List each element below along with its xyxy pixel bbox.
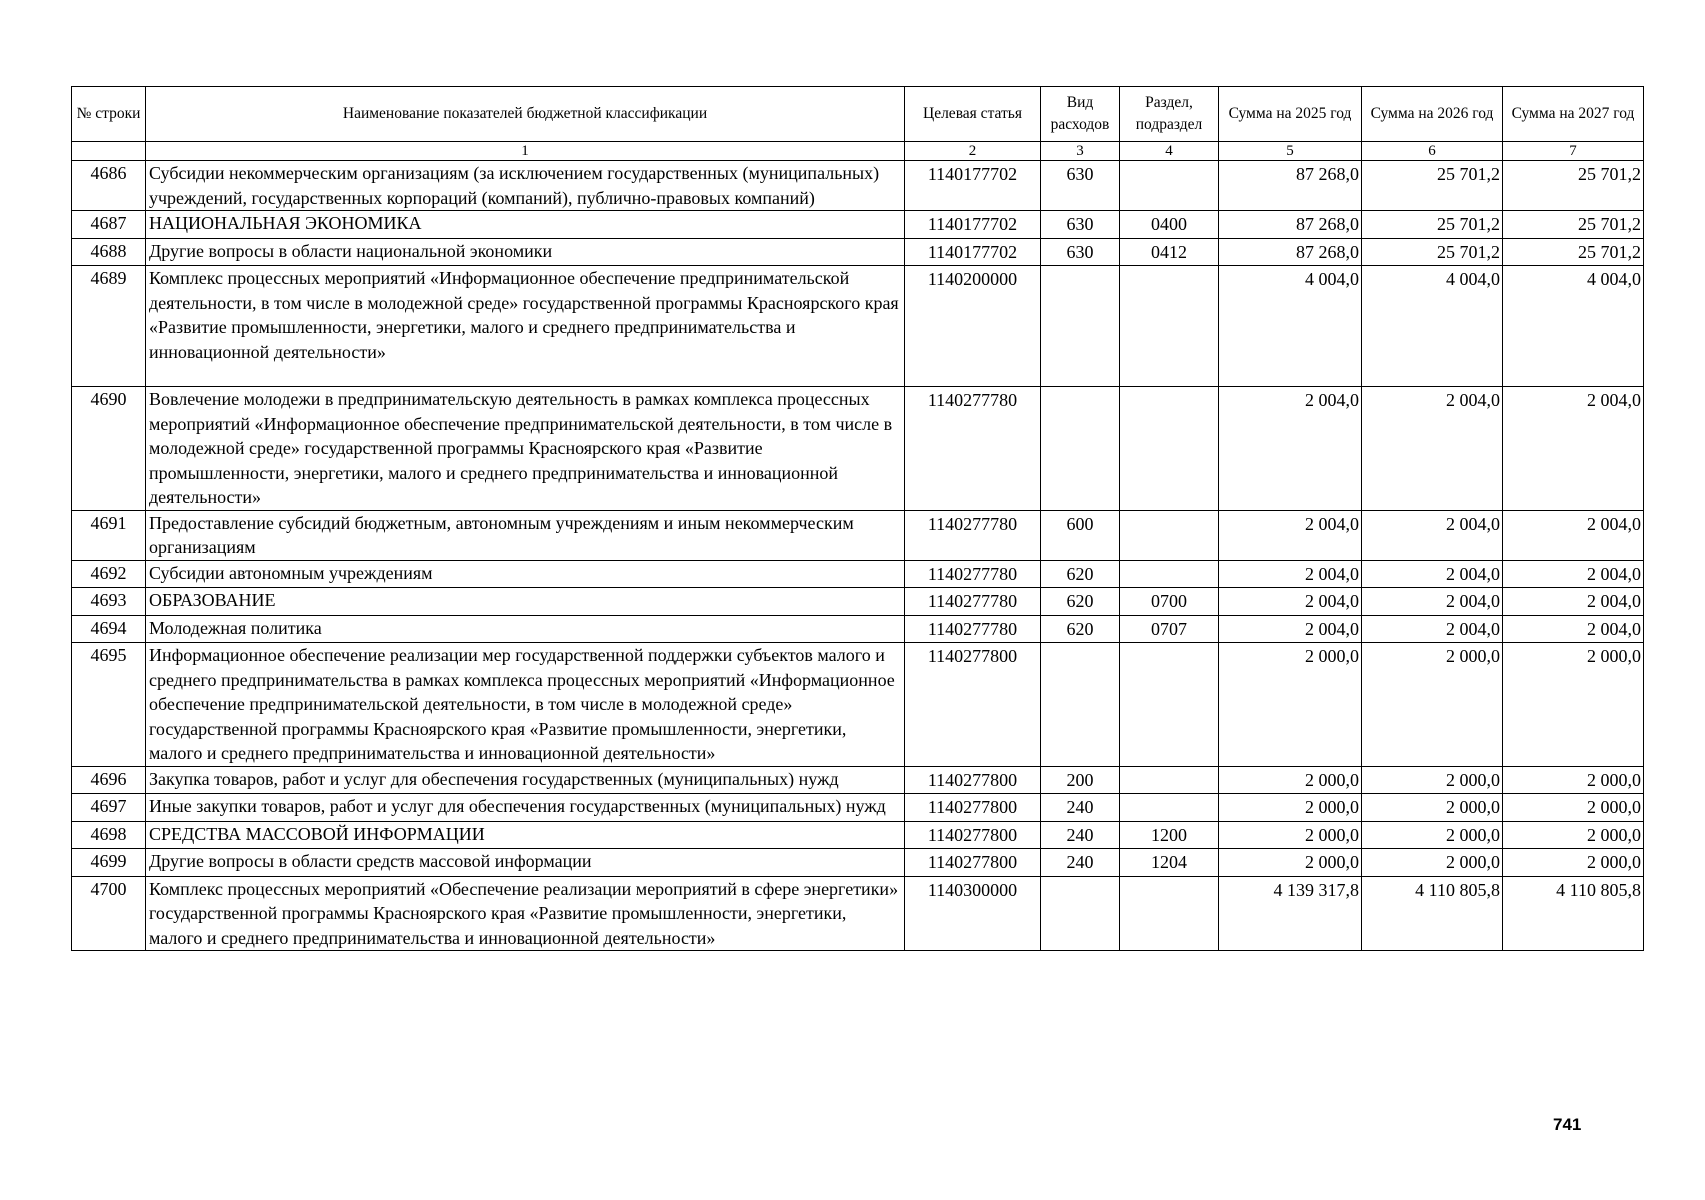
- sum-2027-cell: 25 701,2: [1503, 211, 1644, 239]
- header-sum-2027: Сумма на 2027 год: [1503, 87, 1644, 142]
- column-number-6: 6: [1362, 142, 1503, 161]
- sum-2025-cell: 4 139 317,8: [1219, 876, 1362, 951]
- sum-2026-cell: 4 004,0: [1362, 266, 1503, 387]
- row-number-cell: 4690: [72, 387, 146, 511]
- sum-2025-cell: 4 004,0: [1219, 266, 1362, 387]
- section-cell: [1120, 387, 1219, 511]
- header-sum-2025: Сумма на 2025 год: [1219, 87, 1362, 142]
- section-cell: 0400: [1120, 211, 1219, 239]
- sum-2026-cell: 2 000,0: [1362, 794, 1503, 822]
- sum-2025-cell: 2 004,0: [1219, 588, 1362, 616]
- sum-2025-cell: 2 000,0: [1219, 849, 1362, 877]
- target-article-cell: 1140300000: [905, 876, 1041, 951]
- expense-kind-cell: 630: [1041, 211, 1120, 239]
- section-cell: 0700: [1120, 588, 1219, 616]
- expense-kind-cell: 240: [1041, 794, 1120, 822]
- header-name: Наименование показателей бюджетной классификации: [146, 87, 905, 142]
- column-number-5: 5: [1219, 142, 1362, 161]
- expense-kind-cell: [1041, 266, 1120, 387]
- sum-2026-cell: 2 000,0: [1362, 643, 1503, 767]
- sum-2025-cell: 2 000,0: [1219, 766, 1362, 794]
- header-sum-2026: Сумма на 2026 год: [1362, 87, 1503, 142]
- header-target: Целевая статья: [905, 87, 1041, 142]
- row-number-cell: 4687: [72, 211, 146, 239]
- sum-2025-cell: 2 000,0: [1219, 643, 1362, 767]
- sum-2026-cell: 25 701,2: [1362, 211, 1503, 239]
- row-name-cell: Предоставление субсидий бюджетным, автономным учреждениям и иным некоммерческим организациям: [146, 510, 905, 560]
- table-row: [72, 876, 1644, 951]
- row-number-cell: 4700: [72, 876, 146, 951]
- sum-2026-cell: 2 004,0: [1362, 615, 1503, 643]
- sum-2027-cell: 2 000,0: [1503, 794, 1644, 822]
- section-cell: [1120, 876, 1219, 951]
- target-article-cell: 1140200000: [905, 266, 1041, 387]
- sum-2027-cell: 2 004,0: [1503, 588, 1644, 616]
- section-cell: [1120, 161, 1219, 211]
- row-number-cell: 4698: [72, 821, 146, 849]
- sum-2027-cell: 4 004,0: [1503, 266, 1644, 387]
- target-article-cell: 1140277800: [905, 766, 1041, 794]
- row-name-cell: Комплекс процессных мероприятий «Обеспечение реализации мероприятий в сфере энергетики» государственной программы Красноярского края «Развитие промышленности, энергетики, малого и среднего предпринимательства и инновационной деятельности»: [146, 876, 905, 951]
- sum-2026-cell: 2 004,0: [1362, 560, 1503, 588]
- row-name-cell: Вовлечение молодежи в предпринимательскую деятельность в рамках комплекса процессных мероприятий «Информационное обеспечение предпринимательской деятельности, в том числе в молодежной среде» государственной программы Красноярского края «Развитие промышленности, энергетики, малого и среднего предпринимательства и инновационной деятельности»: [146, 387, 905, 511]
- table-row: [72, 615, 1644, 643]
- row-number-cell: 4688: [72, 238, 146, 266]
- expense-kind-cell: [1041, 387, 1120, 511]
- row-name-cell: Иные закупки товаров, работ и услуг для обеспечения государственных (муниципальных) нужд: [146, 794, 905, 822]
- row-number-cell: 4686: [72, 161, 146, 211]
- row-number-cell: 4696: [72, 766, 146, 794]
- expense-kind-cell: 600: [1041, 510, 1120, 560]
- sum-2026-cell: 4 110 805,8: [1362, 876, 1503, 951]
- table-row: [72, 643, 1644, 767]
- expense-kind-cell: 620: [1041, 588, 1120, 616]
- target-article-cell: 1140277780: [905, 387, 1041, 511]
- sum-2025-cell: 2 004,0: [1219, 510, 1362, 560]
- section-cell: [1120, 766, 1219, 794]
- target-article-cell: 1140277780: [905, 560, 1041, 588]
- table-row: [72, 510, 1644, 560]
- target-article-cell: 1140277780: [905, 588, 1041, 616]
- column-number-3: 3: [1041, 142, 1120, 161]
- section-cell: 1200: [1120, 821, 1219, 849]
- target-article-cell: 1140277780: [905, 615, 1041, 643]
- row-name-cell: Другие вопросы в области средств массовой информации: [146, 849, 905, 877]
- sum-2027-cell: 2 004,0: [1503, 510, 1644, 560]
- sum-2025-cell: 87 268,0: [1219, 161, 1362, 211]
- table-header: [72, 87, 1644, 161]
- target-article-cell: 1140177702: [905, 238, 1041, 266]
- sum-2025-cell: 2 004,0: [1219, 615, 1362, 643]
- table-row: [72, 766, 1644, 794]
- row-name-cell: ОБРАЗОВАНИЕ: [146, 588, 905, 616]
- expense-kind-cell: [1041, 876, 1120, 951]
- sum-2027-cell: 4 110 805,8: [1503, 876, 1644, 951]
- sum-2025-cell: 2 004,0: [1219, 387, 1362, 511]
- sum-2026-cell: 2 004,0: [1362, 387, 1503, 511]
- table-row: [72, 211, 1644, 239]
- row-number-cell: 4692: [72, 560, 146, 588]
- expense-kind-cell: 620: [1041, 560, 1120, 588]
- table-row: [72, 266, 1644, 387]
- expense-kind-cell: 240: [1041, 821, 1120, 849]
- section-cell: [1120, 794, 1219, 822]
- row-name-cell: Комплекс процессных мероприятий «Информационное обеспечение предпринимательской деятельности, в том числе в молодежной среде» государственной программы Красноярского края «Развитие промышленности, энергетики, малого и среднего предпринимательства и инновационной деятельности»: [146, 266, 905, 387]
- row-name-cell: НАЦИОНАЛЬНАЯ ЭКОНОМИКА: [146, 211, 905, 239]
- expense-kind-cell: 200: [1041, 766, 1120, 794]
- section-cell: 0707: [1120, 615, 1219, 643]
- row-name-cell: СРЕДСТВА МАССОВОЙ ИНФОРМАЦИИ: [146, 821, 905, 849]
- column-number-4: 4: [1120, 142, 1219, 161]
- sum-2026-cell: 2 004,0: [1362, 510, 1503, 560]
- sum-2026-cell: 25 701,2: [1362, 161, 1503, 211]
- header-row-number: № строки: [72, 87, 146, 142]
- row-name-cell: Другие вопросы в области национальной экономики: [146, 238, 905, 266]
- target-article-cell: 1140277800: [905, 794, 1041, 822]
- expense-kind-cell: 620: [1041, 615, 1120, 643]
- expense-kind-cell: 630: [1041, 238, 1120, 266]
- section-cell: 0412: [1120, 238, 1219, 266]
- sum-2026-cell: 2 000,0: [1362, 849, 1503, 877]
- row-name-cell: Субсидии автономным учреждениям: [146, 560, 905, 588]
- row-name-cell: Молодежная политика: [146, 615, 905, 643]
- row-number-cell: 4693: [72, 588, 146, 616]
- row-number-cell: 4694: [72, 615, 146, 643]
- table-body: [72, 161, 1644, 951]
- sum-2025-cell: 87 268,0: [1219, 238, 1362, 266]
- expense-kind-cell: 240: [1041, 849, 1120, 877]
- row-number-cell: 4699: [72, 849, 146, 877]
- header-kind: Вид расходов: [1041, 87, 1120, 142]
- budget-table: [71, 86, 1644, 951]
- column-number-1: 1: [146, 142, 905, 161]
- sum-2025-cell: 87 268,0: [1219, 211, 1362, 239]
- table-row: [72, 560, 1644, 588]
- sum-2027-cell: 2 000,0: [1503, 849, 1644, 877]
- column-number-2: 2: [905, 142, 1041, 161]
- table-row: [72, 588, 1644, 616]
- table-row: [72, 387, 1644, 511]
- section-cell: [1120, 510, 1219, 560]
- row-number-cell: 4691: [72, 510, 146, 560]
- sum-2025-cell: 2 000,0: [1219, 821, 1362, 849]
- section-cell: [1120, 643, 1219, 767]
- target-article-cell: 1140177702: [905, 211, 1041, 239]
- sum-2026-cell: 25 701,2: [1362, 238, 1503, 266]
- table-row: [72, 238, 1644, 266]
- target-article-cell: 1140177702: [905, 161, 1041, 211]
- header-section: Раздел, подраздел: [1120, 87, 1219, 142]
- sum-2027-cell: 2 004,0: [1503, 560, 1644, 588]
- section-cell: [1120, 560, 1219, 588]
- table-row: [72, 161, 1644, 211]
- row-name-cell: Информационное обеспечение реализации мер государственной поддержки субъектов малого и среднего предпринимательства в рамках комплекса процессных мероприятий «Информационное обеспечение предпринимательской деятельности, в том числе в молодежной среде» государственной программы Красноярского края «Развитие промышленности, энергетики, малого и среднего предпринимательства и инновационной деятельности»: [146, 643, 905, 767]
- target-article-cell: 1140277800: [905, 849, 1041, 877]
- sum-2027-cell: 2 004,0: [1503, 615, 1644, 643]
- sum-2026-cell: 2 004,0: [1362, 588, 1503, 616]
- section-cell: 1204: [1120, 849, 1219, 877]
- sum-2027-cell: 25 701,2: [1503, 161, 1644, 211]
- row-name-cell: Закупка товаров, работ и услуг для обеспечения государственных (муниципальных) нужд: [146, 766, 905, 794]
- row-number-cell: 4689: [72, 266, 146, 387]
- sum-2025-cell: 2 000,0: [1219, 794, 1362, 822]
- section-cell: [1120, 266, 1219, 387]
- page-number: 741: [1553, 1115, 1582, 1134]
- sum-2025-cell: 2 004,0: [1219, 560, 1362, 588]
- column-number-7: 7: [1503, 142, 1644, 161]
- column-number-0: [72, 142, 146, 161]
- target-article-cell: 1140277800: [905, 821, 1041, 849]
- target-article-cell: 1140277780: [905, 510, 1041, 560]
- row-number-cell: 4695: [72, 643, 146, 767]
- sum-2027-cell: 2 000,0: [1503, 643, 1644, 767]
- expense-kind-cell: 630: [1041, 161, 1120, 211]
- sum-2027-cell: 2 000,0: [1503, 821, 1644, 849]
- sum-2027-cell: 2 000,0: [1503, 766, 1644, 794]
- expense-kind-cell: [1041, 643, 1120, 767]
- sum-2026-cell: 2 000,0: [1362, 766, 1503, 794]
- sum-2026-cell: 2 000,0: [1362, 821, 1503, 849]
- table-row: [72, 794, 1644, 822]
- row-name-cell: Субсидии некоммерческим организациям (за исключением государственных (муниципальных) учреждений, государственных корпораций (компаний), публично-правовых компаний): [146, 161, 905, 211]
- table-row: [72, 821, 1644, 849]
- table-row: [72, 849, 1644, 877]
- target-article-cell: 1140277800: [905, 643, 1041, 767]
- sum-2027-cell: 2 004,0: [1503, 387, 1644, 511]
- sum-2027-cell: 25 701,2: [1503, 238, 1644, 266]
- budget-table-container: [71, 86, 1643, 951]
- row-number-cell: 4697: [72, 794, 146, 822]
